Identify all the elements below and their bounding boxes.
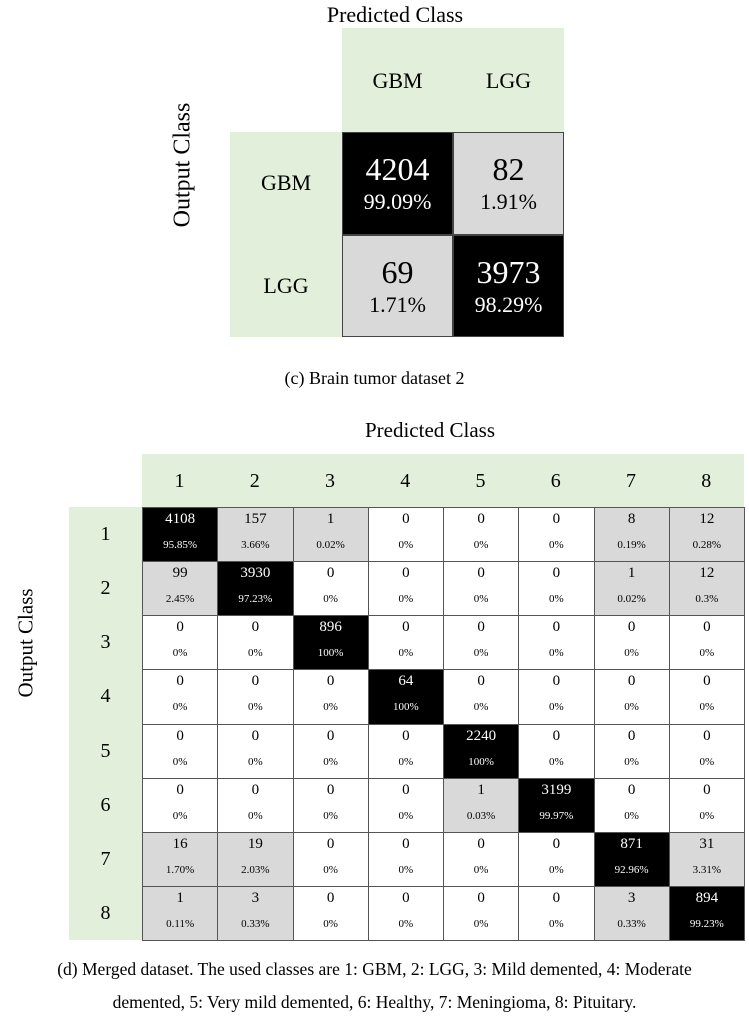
d-cell-count: 3 <box>251 889 260 906</box>
d-cell-percentage: 0% <box>624 809 639 822</box>
d-cell-count: 896 <box>319 619 342 636</box>
c-matrix-cell <box>342 235 453 338</box>
d-matrix-cell <box>518 832 594 887</box>
d-cell-count: 0 <box>326 835 335 852</box>
d-cell-count: 3930 <box>240 565 271 582</box>
c-cell-percentage: 98.29% <box>474 291 543 317</box>
d-matrix-cell <box>293 886 369 941</box>
d-cell-count: 0 <box>251 727 260 744</box>
d-matrix-cell <box>594 724 670 779</box>
d-matrix-cell <box>293 561 369 616</box>
d-cell-count: 0 <box>326 727 335 744</box>
d-cell-count: 0 <box>552 835 561 852</box>
d-cell-percentage: 0% <box>699 755 715 768</box>
d-cell-percentage: 1.70% <box>165 863 195 876</box>
d-matrix-cell <box>368 724 444 779</box>
d-cell-percentage: 0% <box>172 809 188 822</box>
d-cell-count: 1 <box>326 511 335 527</box>
d-cell-percentage: 0% <box>549 755 564 768</box>
d-cell-percentage: 0% <box>473 593 489 606</box>
d-cell-count: 0 <box>477 673 485 690</box>
d-cell-count: 0 <box>552 673 561 690</box>
d-cell-count: 0 <box>326 673 335 690</box>
d-cell-percentage: 0.3% <box>695 593 719 606</box>
d-cell-count: 0 <box>251 781 260 798</box>
c-cell-percentage: 1.91% <box>480 189 537 215</box>
d-cell-count: 0 <box>176 619 184 636</box>
d-cell-percentage: 0.02% <box>617 593 646 606</box>
d-cell-percentage: 0% <box>323 809 338 822</box>
d-cell-count: 0 <box>176 673 184 690</box>
d-cell-count: 3199 <box>541 781 572 798</box>
d-matrix-cell <box>518 886 594 941</box>
d-matrix-cell <box>669 832 745 887</box>
d-cell-count: 0 <box>176 781 184 798</box>
d-cell-count: 0 <box>552 565 561 582</box>
d-matrix-cell <box>217 724 293 779</box>
d-matrix-cell <box>293 507 369 562</box>
d-cell-count: 0 <box>477 565 485 582</box>
d-cell-percentage: 0.33% <box>617 917 646 930</box>
d-matrix-cell <box>368 507 444 562</box>
d-matrix-cell <box>217 507 293 562</box>
d-matrix-cell <box>669 669 745 724</box>
d-cell-count: 0 <box>552 889 561 906</box>
c-column-label: LGG <box>485 68 532 93</box>
d-matrix-cell <box>594 615 670 670</box>
d-column-label: 4 <box>400 470 411 492</box>
d-cell-count: 0 <box>703 727 711 744</box>
c-cell-count: 4204 <box>365 151 430 188</box>
d-cell-percentage: 0% <box>549 539 564 551</box>
d-cell-percentage: 0% <box>624 755 639 768</box>
d-cell-count: 0 <box>703 781 711 798</box>
d-cell-count: 31 <box>699 835 715 852</box>
d-cell-count: 0 <box>402 511 410 527</box>
c-cell-count: 3973 <box>476 253 541 290</box>
d-row-label: 4 <box>100 685 111 708</box>
d-matrix-cell <box>518 778 594 833</box>
d-cell-count: 8 <box>627 511 636 527</box>
d-cell-count: 0 <box>703 673 711 690</box>
d-cell-count: 99 <box>172 565 188 582</box>
c-row-header-band <box>230 132 342 337</box>
d-matrix-cell <box>293 778 369 833</box>
d-cell-percentage: 3.31% <box>692 863 722 876</box>
d-matrix-cell <box>142 507 218 562</box>
d-row-header-band <box>69 507 142 940</box>
d-cell-count: 19 <box>247 835 263 852</box>
d-cell-percentage: 0% <box>549 701 564 714</box>
d-cell-count: 0 <box>627 673 636 690</box>
d-matrix-cell <box>368 615 444 670</box>
d-cell-percentage: 0% <box>699 701 715 714</box>
d-cell-percentage: 0% <box>248 647 263 660</box>
d-matrix-cell <box>368 832 444 887</box>
d-matrix-cell <box>669 778 745 833</box>
d-cell-percentage: 0% <box>323 755 338 768</box>
d-matrix-cell <box>518 669 594 724</box>
d-cell-percentage: 0% <box>549 647 564 660</box>
d-cell-percentage: 0% <box>549 917 564 930</box>
d-cell-count: 0 <box>552 511 561 527</box>
d-cell-percentage: 0% <box>473 539 489 551</box>
d-cell-percentage: 0% <box>248 755 263 768</box>
d-cell-count: 0 <box>402 565 410 582</box>
d-row-label: 7 <box>100 847 111 870</box>
d-matrix-cell <box>443 886 519 941</box>
d-cell-count: 0 <box>402 835 410 852</box>
d-cell-count: 0 <box>251 673 260 690</box>
d-cell-percentage: 3.66% <box>241 539 270 551</box>
d-cell-percentage: 0% <box>699 809 715 822</box>
d-cell-percentage: 0% <box>473 701 489 714</box>
d-cell-count: 0 <box>477 835 485 852</box>
d-matrix-cell <box>368 778 444 833</box>
d-matrix-cell <box>594 886 670 941</box>
d-cell-count: 0 <box>402 727 410 744</box>
d-cell-percentage: 0.28% <box>692 539 722 551</box>
d-cell-count: 0 <box>477 889 485 906</box>
d-cell-count: 0 <box>326 781 335 798</box>
d-matrix-cell <box>518 724 594 779</box>
d-cell-count: 0 <box>477 619 485 636</box>
d-matrix-cell <box>293 724 369 779</box>
d-cell-percentage: 0% <box>248 809 263 822</box>
c-row-label: GBM <box>260 170 312 196</box>
d-matrix-cell <box>217 886 293 941</box>
d-matrix-cell <box>142 832 218 887</box>
d-cell-percentage: 0% <box>473 647 489 660</box>
d-cell-percentage: 0% <box>323 593 338 606</box>
d-cell-percentage: 100% <box>468 755 494 768</box>
d-cell-count: 0 <box>552 619 561 636</box>
d-cell-percentage: 0% <box>549 593 564 606</box>
d-cell-count: 0 <box>477 511 485 527</box>
d-matrix-cell <box>669 615 745 670</box>
c-cell-count: 69 <box>381 253 414 290</box>
d-cell-percentage: 0.03% <box>466 809 496 822</box>
c-caption: (c) Brain tumor dataset 2 <box>284 368 465 388</box>
d-cell-count: 0 <box>552 727 561 744</box>
d-matrix-cell <box>518 507 594 562</box>
d-cell-percentage: 100% <box>317 647 344 660</box>
d-matrix-cell <box>669 507 745 562</box>
c-chart-title: Predicted Class <box>326 2 464 27</box>
d-matrix-cell <box>142 778 218 833</box>
d-row-label: 6 <box>100 793 111 816</box>
d-matrix-cell <box>443 615 519 670</box>
d-matrix-cell <box>142 669 218 724</box>
d-matrix-cell <box>217 669 293 724</box>
d-matrix-cell <box>594 832 670 887</box>
d-matrix-cell <box>217 615 293 670</box>
d-cell-count: 0 <box>703 619 711 636</box>
d-matrix-cell <box>142 724 218 779</box>
d-cell-count: 3 <box>627 889 636 906</box>
d-matrix-cell <box>368 669 444 724</box>
d-cell-percentage: 0% <box>172 701 188 714</box>
d-cell-percentage: 100% <box>393 701 419 714</box>
d-matrix-cell <box>293 669 369 724</box>
c-matrix-cell <box>453 235 564 338</box>
d-cell-percentage: 0% <box>398 755 414 768</box>
d-row-label: 3 <box>100 631 111 654</box>
c-matrix-cell <box>342 132 453 235</box>
d-cell-percentage: 95.85% <box>163 539 198 551</box>
d-column-label: 6 <box>550 470 561 492</box>
c-cell-count: 82 <box>492 151 525 188</box>
d-column-label: 1 <box>174 470 185 492</box>
d-cell-count: 871 <box>620 835 643 852</box>
d-matrix-cell <box>443 778 519 833</box>
d-matrix-cell <box>293 832 369 887</box>
d-matrix-cell <box>443 669 519 724</box>
d-cell-count: 1 <box>477 781 485 798</box>
d-cell-count: 0 <box>251 619 260 636</box>
d-cell-percentage: 0% <box>323 701 338 714</box>
d-cell-count: 0 <box>176 727 184 744</box>
d-column-label: 5 <box>475 470 486 492</box>
d-cell-percentage: 0% <box>398 539 414 551</box>
d-column-label: 7 <box>626 470 636 492</box>
d-cell-percentage: 0% <box>473 863 489 876</box>
d-cell-count: 4108 <box>165 511 196 527</box>
d-cell-count: 12 <box>699 511 715 527</box>
d-cell-count: 0 <box>627 619 636 636</box>
d-cell-count: 0 <box>326 565 335 582</box>
d-cell-percentage: 0% <box>398 809 414 822</box>
d-matrix-cell <box>142 886 218 941</box>
d-cell-percentage: 0.11% <box>166 917 195 930</box>
d-matrix-cell <box>443 724 519 779</box>
d-cell-percentage: 2.45% <box>165 593 195 606</box>
d-cell-percentage: 0% <box>323 917 338 930</box>
d-row-label: 1 <box>100 523 111 546</box>
d-matrix-cell <box>669 561 745 616</box>
d-cell-count: 1 <box>627 565 636 582</box>
d-y-axis-label: Output Class <box>13 588 38 698</box>
d-matrix-cell <box>594 507 670 562</box>
d-column-label: 8 <box>701 470 712 492</box>
d-cell-percentage: 0% <box>398 917 414 930</box>
d-matrix-cell <box>518 615 594 670</box>
d-matrix-cell <box>669 886 745 941</box>
d-cell-count: 64 <box>398 673 414 690</box>
d-cell-percentage: 0.19% <box>617 539 646 551</box>
d-column-label: 2 <box>249 470 260 492</box>
d-cell-percentage: 0.33% <box>241 917 270 930</box>
d-matrix-cell <box>594 669 670 724</box>
d-cell-count: 894 <box>695 889 719 906</box>
d-cell-percentage: 0% <box>624 647 639 660</box>
c-cell-percentage: 1.71% <box>369 291 426 317</box>
d-cell-count: 1 <box>176 889 184 906</box>
c-matrix-cell <box>453 132 564 235</box>
d-caption-line-1: (d) Merged dataset. The used classes are 1: GBM, 2: LGG, 3: Mild demented, 4: Moderate <box>57 959 692 979</box>
d-cell-count: 0 <box>402 889 410 906</box>
d-cell-percentage: 0% <box>398 593 414 606</box>
d-matrix-cell <box>293 615 369 670</box>
d-matrix-cell <box>142 615 218 670</box>
d-cell-percentage: 0% <box>398 863 414 876</box>
d-chart-title: Predicted Class <box>364 418 496 442</box>
d-cell-percentage: 92.96% <box>614 863 649 876</box>
d-cell-count: 12 <box>699 565 715 582</box>
d-cell-percentage: 99.23% <box>689 917 724 930</box>
d-matrix-cell <box>594 778 670 833</box>
d-matrix-cell <box>368 886 444 941</box>
d-cell-count: 16 <box>172 835 188 852</box>
d-caption-line-2: demented, 5: Very mild demented, 6: Healthy, 7: Meningioma, 8: Pituitary. <box>112 992 637 1012</box>
d-matrix-cell <box>594 561 670 616</box>
d-cell-count: 157 <box>244 511 267 527</box>
d-matrix-cell <box>518 561 594 616</box>
d-row-label: 5 <box>100 739 111 762</box>
d-matrix-cell <box>142 561 218 616</box>
d-column-label: 3 <box>325 470 335 492</box>
d-cell-percentage: 0% <box>624 701 639 714</box>
d-cell-count: 0 <box>627 727 636 744</box>
c-cell-percentage: 99.09% <box>363 189 432 215</box>
d-matrix-cell <box>443 507 519 562</box>
d-matrix-cell <box>217 561 293 616</box>
c-column-label: GBM <box>372 68 423 93</box>
d-cell-percentage: 0.02% <box>316 539 345 551</box>
d-cell-percentage: 0% <box>172 647 188 660</box>
d-cell-count: 0 <box>402 619 410 636</box>
d-cell-count: 0 <box>627 781 636 798</box>
d-cell-count: 2240 <box>466 727 497 744</box>
d-matrix-cell <box>368 561 444 616</box>
d-cell-percentage: 0% <box>248 701 263 714</box>
d-matrix-cell <box>669 724 745 779</box>
d-matrix-cell <box>443 832 519 887</box>
d-cell-percentage: 99.97% <box>539 809 574 822</box>
d-cell-percentage: 0% <box>323 863 338 876</box>
c-y-axis-label: Output Class <box>169 102 196 228</box>
d-caption <box>0 953 749 1019</box>
d-matrix-cell <box>217 778 293 833</box>
d-cell-percentage: 0% <box>398 647 414 660</box>
d-matrix-cell <box>217 832 293 887</box>
d-row-label: 8 <box>100 901 111 924</box>
d-matrix-cell <box>443 561 519 616</box>
d-cell-percentage: 0% <box>549 863 564 876</box>
d-cell-percentage: 0% <box>473 917 489 930</box>
d-cell-percentage: 0% <box>699 647 715 660</box>
d-cell-percentage: 2.03% <box>241 863 270 876</box>
d-row-label: 2 <box>100 577 111 600</box>
d-cell-count: 0 <box>402 781 410 798</box>
c-row-label: LGG <box>263 272 309 298</box>
d-cell-percentage: 0% <box>172 755 188 768</box>
d-cell-count: 0 <box>326 889 335 906</box>
d-cell-percentage: 97.23% <box>238 593 273 606</box>
